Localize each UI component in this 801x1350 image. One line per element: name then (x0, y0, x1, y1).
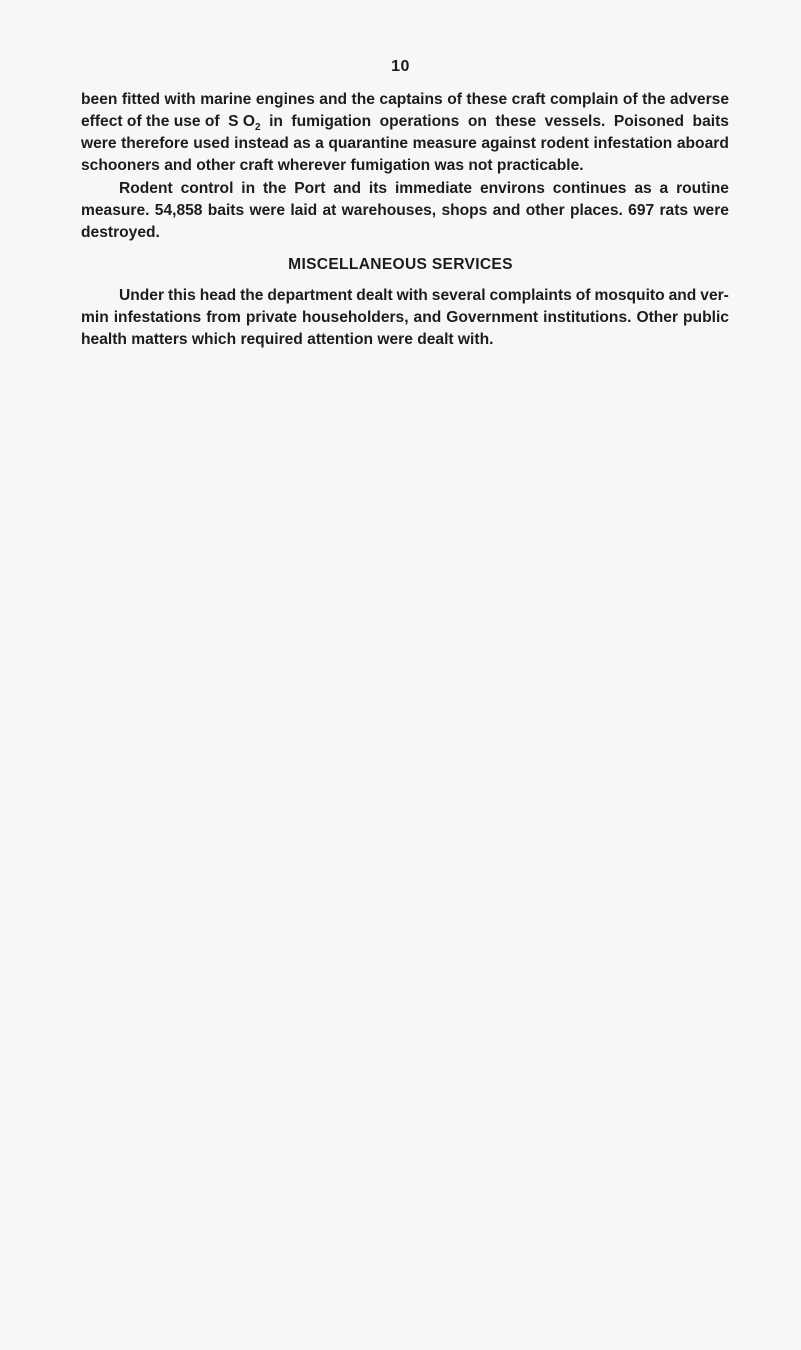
word: from (206, 309, 241, 326)
word: householders, (301, 309, 409, 326)
word: with (396, 287, 428, 304)
word: baits (692, 113, 729, 130)
line-text: health matters which required attention were dealt with. (81, 331, 494, 348)
word: fumigation (291, 113, 372, 130)
text-line (81, 89, 729, 111)
word: department (267, 287, 353, 304)
word: warehouses, (341, 202, 437, 219)
word: these (495, 113, 537, 130)
word: and (413, 309, 442, 326)
word: control (180, 180, 234, 197)
word: at (322, 202, 337, 219)
word: engines (255, 91, 315, 108)
word: were (249, 202, 286, 219)
word: the (642, 91, 666, 108)
word: adverse (670, 91, 729, 108)
word: marine (200, 91, 252, 108)
word: head (199, 287, 237, 304)
word: vessels. (544, 113, 606, 130)
word: and (319, 91, 348, 108)
text-line-final (81, 329, 729, 351)
word: were (81, 135, 117, 152)
word: its (368, 180, 388, 197)
word: institutions. (543, 309, 632, 326)
word: and (333, 180, 362, 197)
word: craft (511, 91, 546, 108)
word: Port (294, 180, 326, 197)
word: 54,858 (154, 202, 203, 219)
word: baits (207, 202, 245, 219)
word: dealt (356, 287, 393, 304)
word: Poisoned (613, 113, 685, 130)
word: public (683, 309, 729, 326)
word: fitted (121, 91, 161, 108)
word: infestations (113, 309, 202, 326)
word: private (245, 309, 297, 326)
word: the (351, 91, 375, 108)
word: in (241, 180, 256, 197)
word: on (467, 113, 487, 130)
text-line (81, 307, 729, 329)
word: were (693, 202, 729, 219)
word: several (431, 287, 486, 304)
word: complaints (489, 287, 572, 304)
word: mosquito (594, 287, 665, 304)
text-line (81, 111, 729, 133)
word: of (575, 287, 591, 304)
word: aboard (676, 135, 729, 152)
word: Government (446, 309, 539, 326)
chemical-subscript: 2 (255, 122, 261, 133)
word: measure. (81, 202, 150, 219)
word: complain (549, 91, 619, 108)
word: the (240, 287, 264, 304)
word: of (447, 91, 462, 108)
word: and (668, 287, 697, 304)
chemical-main: S O (228, 113, 255, 130)
word: operations (379, 113, 460, 130)
text-line (81, 285, 729, 307)
word: rats (659, 202, 689, 219)
word: a (315, 135, 324, 152)
word: as (293, 135, 311, 152)
word: shops (441, 202, 488, 219)
word: with (164, 91, 196, 108)
word: and (492, 202, 521, 219)
word: as (634, 180, 652, 197)
line-text: schooners and other craft wherever fumigation was not practicable. (81, 157, 584, 174)
page-number: 10 (391, 58, 410, 75)
word: captains (379, 91, 443, 108)
word: used (193, 135, 230, 152)
word: of (622, 91, 638, 108)
word: immediate (394, 180, 473, 197)
text-line (81, 200, 729, 222)
word: places. (569, 202, 623, 219)
word: in (269, 113, 283, 130)
word: min (81, 309, 109, 326)
word: been (81, 91, 118, 108)
section-heading: MISCELLANEOUS SERVICES (288, 256, 513, 273)
paragraph-rodent-control (81, 178, 729, 244)
word: Rodent (119, 180, 173, 197)
word: continues (552, 180, 627, 197)
word-group: effect of the use of (81, 113, 220, 130)
text-line (81, 178, 729, 200)
word: instead (234, 135, 289, 152)
word: these (466, 91, 508, 108)
word: Other (636, 309, 679, 326)
word: infestation (593, 135, 673, 152)
chemical-formula (228, 111, 260, 133)
word: measure (412, 135, 477, 152)
word: the (262, 180, 287, 197)
word: other (525, 202, 565, 219)
word: a (659, 180, 669, 197)
text-line (81, 133, 729, 155)
word: 697 (628, 202, 655, 219)
word: against (481, 135, 536, 152)
paragraph-miscellaneous (81, 285, 729, 351)
paragraph-rodent-baits (81, 89, 729, 177)
word: this (168, 287, 196, 304)
line-text: destroyed. (81, 224, 160, 241)
text-line-final (81, 222, 729, 244)
word: Under (119, 287, 165, 304)
word: ver- (700, 287, 729, 304)
word: quarantine (328, 135, 409, 152)
text-line-final (81, 155, 729, 177)
word: rodent (540, 135, 589, 152)
word: routine (676, 180, 729, 197)
word: therefore (121, 135, 189, 152)
word: environs (479, 180, 545, 197)
word: laid (290, 202, 318, 219)
